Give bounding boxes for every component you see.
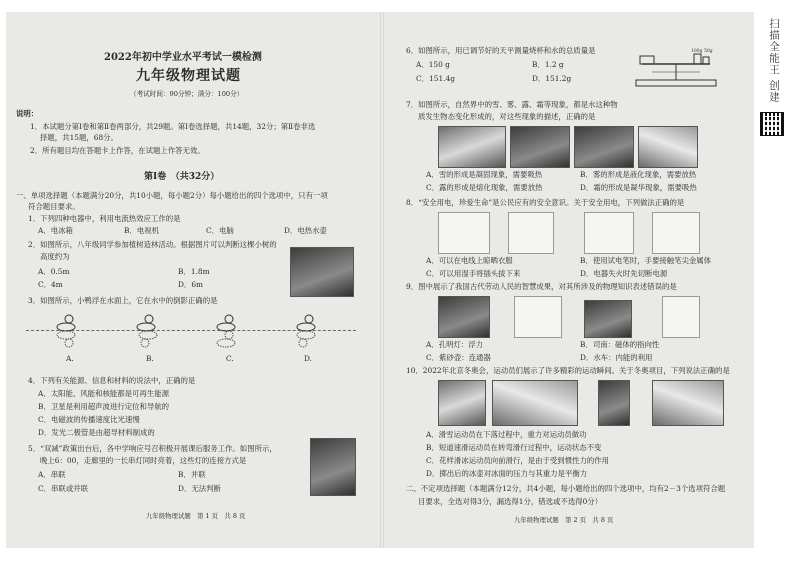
duck-figure-a	[54, 314, 80, 348]
q10-option: D．掷出后的冰壶对冰面的压力与其重力是平衡力	[426, 469, 588, 478]
ski-jump-photo	[438, 380, 486, 426]
part2-intro-line: 目要求，全选对得3分，漏选得1分，错选或不选得0分）	[418, 497, 603, 506]
fog-photo	[510, 126, 570, 168]
exam-sheet	[6, 12, 754, 548]
instruction-line: 择题，共15题，68分。	[40, 133, 118, 142]
q1-option: A．电冰箱	[38, 226, 73, 235]
q7-stem-cont: 质发生物态变化形成的，对这些现象的描述，正确的是	[418, 112, 596, 121]
q10-option: B．短道速滑运动员在转弯滑行过程中，运动状态不变	[426, 443, 602, 452]
page-2	[384, 12, 754, 548]
q6-option: C．151.4g	[416, 74, 455, 83]
frost-photo	[638, 126, 698, 168]
q8-option: B．使用试电笔时，手要接触笔尖金属体	[580, 256, 712, 265]
q9-option: D．水车：内能的利用	[580, 353, 653, 362]
q10-option: A．滑雪运动员在下落过程中，重力对运动员做功	[426, 430, 587, 439]
q1-option: C．电脑	[206, 226, 234, 235]
q2-option: A．0.5m	[38, 267, 70, 276]
part-intro-line: 一、单项选择题（本题满分20分，共10小题，每小题2分）每小题给出的四个选项中，只有一项	[16, 191, 328, 200]
q2-option: C．4m	[38, 280, 63, 289]
instruction-line: 1．本试题分第Ⅰ卷和第Ⅱ卷两部分，共29题。第Ⅰ卷选择题，共14题，32分；第Ⅱ卷非选	[30, 122, 316, 131]
tree-planting-photo	[290, 247, 354, 297]
q3-stem: 3．如图所示，小鸭浮在水面上，它在水中的倒影正确的是	[28, 296, 218, 305]
fire-switch-off-sketch	[652, 212, 700, 254]
q3-option: B.	[146, 354, 154, 363]
teapot-photo	[584, 300, 632, 338]
balance-scale-figure	[632, 46, 720, 90]
q6-stem: 6．如图所示，用已调节好的天平测量烧杯和水的总质量是	[406, 46, 596, 55]
instruction-line: 2．所有题目均在答题卡上作答，在试题上作答无效。	[30, 146, 205, 155]
q5-option: C．串联或并联	[38, 484, 88, 493]
q2-stem: 2．如图所示，八年级同学参加植树造林活动。根据图片可以判断这棵小树的	[28, 240, 277, 249]
time-score: （考试时间：90分钟；满分：100分）	[130, 90, 244, 98]
speed-skating-photo	[492, 380, 578, 426]
q8-option: D．电器失火时先切断电源	[580, 269, 668, 278]
weight-label-100g: 100g	[691, 49, 703, 54]
q3-option: A.	[66, 354, 74, 363]
q4-stem: 4．下列有关能源、信息和材料的说法中，正确的是	[28, 376, 196, 385]
duck-figure-b	[134, 314, 160, 348]
corridor-lights-photo	[310, 438, 356, 496]
q7-option: A．雪的形成是凝固现象，需要吸热	[426, 170, 543, 179]
test-pen-sketch	[508, 212, 554, 254]
q5-stem-cont: 晚上6：00，走廊里的一长串灯同时亮着，这些灯的连接方式是	[40, 456, 247, 465]
q1-option: B．电视机	[124, 226, 159, 235]
page-footer: 九年级物理试题 第 1 页 共 8 页	[146, 512, 246, 520]
curling-photo	[652, 380, 724, 426]
q4-option: C．电磁波的传播速度比光速慢	[38, 415, 140, 424]
exam-title: 2022年初中学业水平考试一模检测	[104, 52, 262, 63]
q7-stem: 7．如图所示，自然界中的雪、雾、露、霜等现象，都是水这种物	[406, 100, 618, 109]
q7-option: C．露的形成是熔化现象，需要放热	[426, 183, 543, 192]
q9-option: A．孔明灯：浮力	[426, 340, 484, 349]
q1-option: D．电热水壶	[284, 226, 327, 235]
q9-option: B．司南：磁体的指向性	[580, 340, 660, 349]
sinan-compass-photo	[514, 296, 562, 338]
q5-option: B．并联	[178, 470, 206, 479]
figure-skating-photo	[598, 380, 630, 426]
q1-stem: 1．下列四种电器中，利用电流热效应工作的是	[28, 214, 181, 223]
dew-photo	[574, 126, 634, 168]
wire-drying-clothes-sketch	[438, 212, 490, 254]
q5-option: D．无法判断	[178, 484, 221, 493]
waterwheel-photo	[662, 296, 700, 338]
q10-option: C．花样滑冰运动员向前滑行，是由于受到惯性力的作用	[426, 456, 610, 465]
q4-option: B．卫星是利用超声波进行定位和导航的	[38, 402, 170, 411]
page-1	[6, 12, 380, 548]
part-intro-line: 符合题目要求。	[28, 202, 80, 211]
q6-option: A．150 g	[416, 60, 450, 69]
q10-stem: 10．2022年北京冬奥会，运动员们展示了许多精彩的运动瞬间。关于冬奥项目，下列说法正确的是	[406, 366, 730, 375]
duck-figure-d	[294, 314, 320, 348]
snow-photo	[438, 126, 506, 168]
qr-code-icon	[760, 112, 784, 136]
q6-option: D．151.2g	[532, 74, 572, 83]
q6-option: B．1.2 g	[532, 60, 564, 69]
q8-stem: 8．“安全用电，珍爱生命”是公民应有的安全意识。关于安全用电，下列做法正确的是	[406, 198, 685, 207]
wet-hand-plug-sketch	[584, 212, 634, 254]
q2-option: D．6m	[178, 280, 204, 289]
q2-option: B．1.8m	[178, 267, 210, 276]
q5-option: A．串联	[38, 470, 66, 479]
q5-stem: 5．“双减”政策出台后，各中学响应号召积极开展课后服务工作。如图所示，	[28, 444, 277, 453]
q9-stem: 9．图中展示了我国古代劳动人民的智慧成果，对其所涉及的物理知识表述错误的是	[406, 282, 677, 291]
q2-stem-cont: 高度约为	[40, 252, 70, 261]
q9-option: C．紫砂壶：连通器	[426, 353, 491, 362]
q7-option: D．霜的形成是凝华现象，需要吸热	[580, 183, 697, 192]
q8-option: C．可以用湿手将插头拔下来	[426, 269, 521, 278]
part2-intro-line: 二、不定项选择题（本题满分12分，共4小题，每小题给出的四个选项中，均有2－3个选项符合题	[406, 484, 726, 493]
page-footer: 九年级物理试题 第 2 页 共 8 页	[514, 516, 614, 524]
section-title: 第Ⅰ卷 （共32分）	[144, 172, 220, 182]
duck-figure-c	[214, 314, 240, 348]
weight-label-50g: 50g	[704, 49, 713, 54]
q4-option: D．发光二极管是由超导材料制成的	[38, 428, 155, 437]
instructions-label: 说明：	[16, 109, 39, 118]
q4-option: A．太阳能、风能和核能都是可再生能源	[38, 389, 169, 398]
q3-option: C.	[226, 354, 234, 363]
scanner-watermark: 扫描全能王 创建	[768, 18, 780, 103]
q7-option: B．雾的形成是液化现象，需要放热	[580, 170, 697, 179]
subject-title: 九年级物理试题	[136, 68, 241, 84]
q8-option: A．可以在电线上晾晒衣服	[426, 256, 513, 265]
q3-option: D.	[304, 354, 313, 363]
kongming-lantern-photo	[438, 296, 490, 338]
